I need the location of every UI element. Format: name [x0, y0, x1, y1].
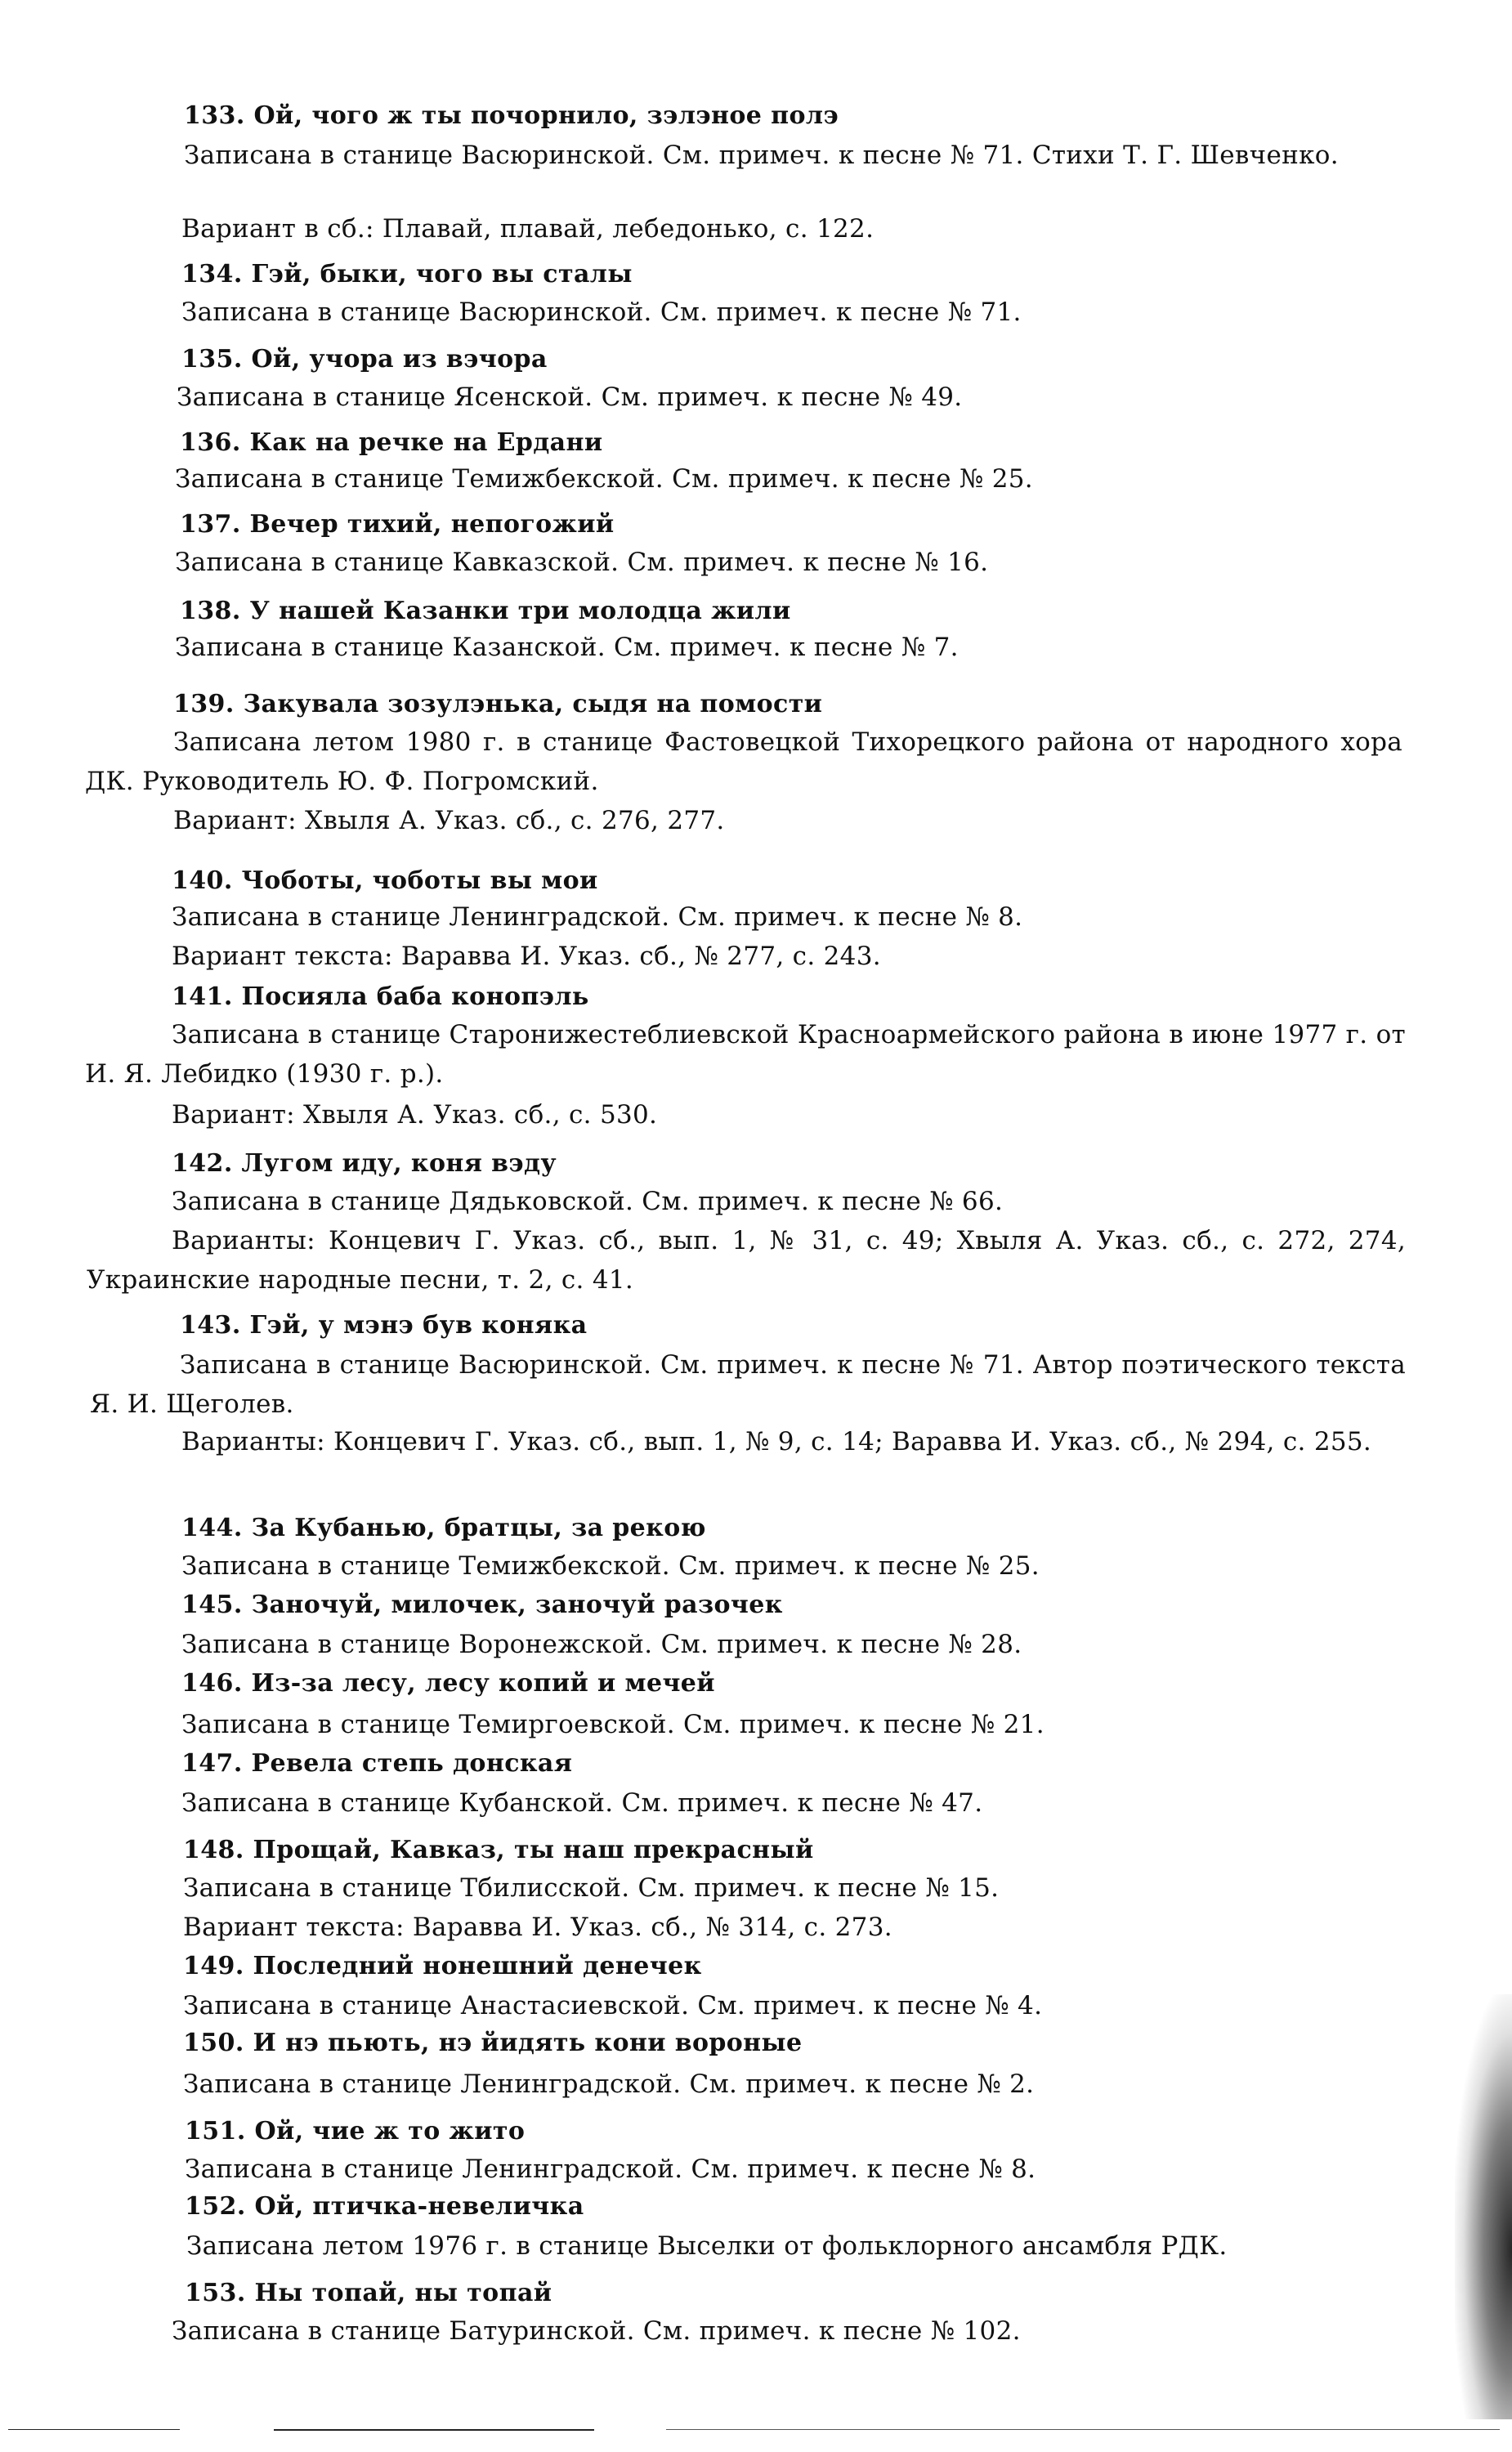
entry-143-title: 143. Гэй, у мэнэ був коняка [180, 1311, 588, 1340]
entry-148-title: 148. Прощай, Кавказ, ты наш прекрасный [183, 1836, 814, 1864]
entry-141-note-1: Записана в станице Старонижестеблиевской Красноармейского района в июне 1977 г. от И. Я. Лебидко (1930 г. р.). [85, 1020, 1406, 1089]
entry-149-title: 149. Последний нонешний денечек [183, 1952, 702, 1980]
entry-136-title: 136. Как на речке на Ердани [180, 428, 603, 457]
entry-133-note-1: Записана в станице Васюринской. См. примеч. к песне № 71. Стихи Т. Г. Шевченко. [184, 141, 1339, 170]
entry-153-title: 153. Ны топай, ны топай [185, 2279, 552, 2307]
entry-146-note-1: Записана в станице Темиргоевской. См. примеч. к песне № 21. [181, 1710, 1045, 1739]
entry-144-title: 144. За Кубанью, братцы, за рекою [181, 1514, 706, 1542]
entry-151-note-1: Записана в станице Ленинградской. См. примеч. к песне № 8. [185, 2154, 1036, 2184]
entry-148-note-2: Вариант текста: Варавва И. Указ. сб., № 314, с. 273. [183, 1913, 892, 1942]
entry-152-title: 152. Ой, птичка-невеличка [185, 2192, 584, 2221]
entry-143-note-1: Записана в станице Васюринской. См. примеч. к песне № 71. Автор поэтического текста Я. И. Щеголев. [90, 1350, 1406, 1419]
entry-153-note-1: Записана в станице Батуринской. См. примеч. к песне № 102. [172, 2316, 1021, 2346]
entry-139-title: 139. Закувала зозулэнька, сыдя на помости [173, 690, 823, 718]
entry-148-note-1: Записана в станице Тбилисской. См. примеч. к песне № 15. [183, 1873, 1000, 1903]
entry-140-title: 140. Чоботы, чоботы вы мои [172, 866, 598, 895]
entry-140-note-2: Вариант текста: Варавва И. Указ. сб., № 277, с. 243. [172, 942, 881, 971]
bottom-rule-left [8, 2429, 180, 2430]
entry-135-title: 135. Ой, учора из вэчора [181, 345, 548, 374]
entry-145-note-1: Записана в станице Воронежской. См. примеч. к песне № 28. [181, 1630, 1022, 1659]
entry-135-note-1: Записана в станице Ясенской. См. примеч. к песне № 49. [177, 383, 963, 412]
entry-151-title: 151. Ой, чие ж то жито [185, 2117, 526, 2146]
entry-134-title: 134. Гэй, быки, чого вы сталы [181, 260, 633, 289]
entry-137-note-1: Записана в станице Кавказской. См. примеч. к песне № 16. [175, 548, 989, 577]
entry-146-title: 146. Из-за лесу, лесу копий и мечей [181, 1669, 715, 1698]
entry-139-note-2: Вариант: Хвыля А. Указ. сб., с. 276, 277. [173, 806, 725, 835]
entry-145-title: 145. Заночуй, милочек, заночуй разочек [181, 1591, 783, 1619]
entry-144-note-1: Записана в станице Темижбекской. См. примеч. к песне № 25. [181, 1551, 1040, 1581]
bottom-rule-middle [274, 2429, 594, 2431]
entry-150-note-1: Записана в станице Ленинградской. См. примеч. к песне № 2. [183, 2069, 1035, 2099]
entry-134-note-1: Записана в станице Васюринской. См. примеч. к песне № 71. [181, 298, 1022, 327]
entry-141-title: 141. Посияла баба конопэль [172, 982, 589, 1011]
entry-133-title: 133. Ой, чого ж ты почорнило, зэлэное полэ [184, 101, 839, 130]
entry-142-note-1: Записана в станице Дядьковской. См. примеч. к песне № 66. [172, 1187, 1004, 1216]
entry-137-title: 137. Вечер тихий, непогожий [180, 510, 615, 539]
bottom-rule-right [666, 2429, 1500, 2430]
entry-141-note-2: Вариант: Хвыля А. Указ. сб., с. 530. [172, 1100, 658, 1130]
entry-136-note-1: Записана в станице Темижбекской. См. примеч. к песне № 25. [175, 464, 1033, 494]
entry-133-note-2: Вариант в сб.: Плавай, плавай, лебедонько, с. 122. [181, 214, 875, 244]
entry-150-title: 150. И нэ пьють, нэ йидять кони вороные [183, 2029, 803, 2057]
entry-138-note-1: Записана в станице Казанской. См. примеч. к песне № 7. [175, 633, 959, 662]
entry-152-note-1: Записана летом 1976 г. в станице Выселки от фольклорного ансамбля РДК. [186, 2231, 1228, 2261]
entry-138-title: 138. У нашей Казанки три молодца жили [180, 597, 791, 625]
entry-142-note-2: Варианты: Концевич Г. Указ. сб., вып. 1, № 31, с. 49; Хвыля А. Указ. сб., с. 272, 274, Украинские народные песни, т. 2, с. 41. [87, 1226, 1406, 1295]
entry-147-note-1: Записана в станице Кубанской. См. примеч. к песне № 47. [181, 1788, 983, 1818]
entry-147-title: 147. Ревела степь донская [181, 1749, 573, 1778]
entry-143-note-2: Варианты: Концевич Г. Указ. сб., вып. 1, № 9, с. 14; Варавва И. Указ. сб., № 294, с. 255. [181, 1427, 1372, 1456]
scan-edge-shadow [1455, 1994, 1512, 2419]
entry-149-note-1: Записана в станице Анастасиевской. См. примеч. к песне № 4. [183, 1991, 1043, 2020]
entry-142-title: 142. Лугом иду, коня вэду [172, 1149, 557, 1178]
entry-140-note-1: Записана в станице Ленинградской. См. примеч. к песне № 8. [172, 902, 1023, 932]
entry-139-note-1: Записана летом 1980 г. в станице Фастовецкой Тихорецкого района от народного хора ДК. Руководитель Ю. Ф. Погромский. [85, 727, 1402, 796]
